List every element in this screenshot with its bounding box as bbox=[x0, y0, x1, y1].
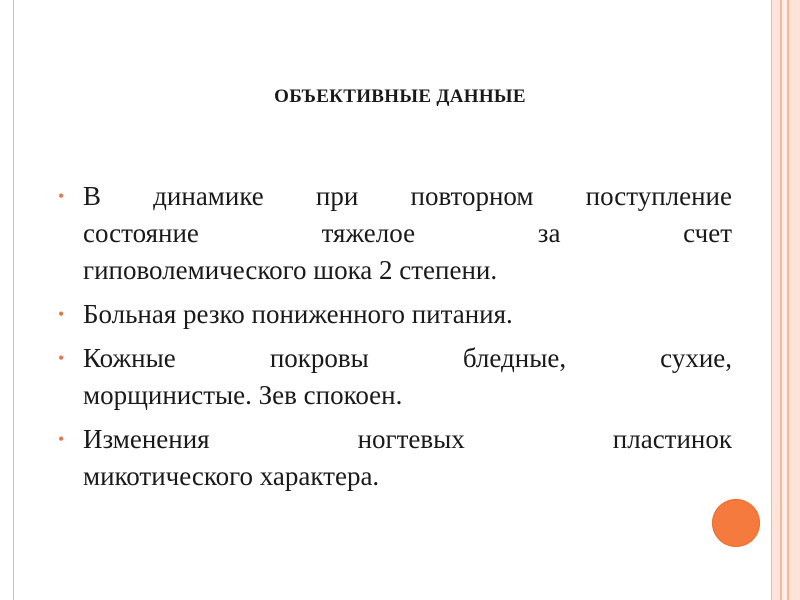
bullet-line: гиповолемического шока 2 степени. bbox=[83, 255, 498, 285]
slide-title: ОБЪЕКТИВНЫЕ ДАННЫЕ bbox=[274, 86, 526, 107]
bullet-text bbox=[83, 178, 732, 289]
bullet-line: Кожные покровы бледные, сухие, bbox=[83, 343, 732, 373]
bullet-marker-icon: • bbox=[58, 429, 65, 449]
bullet-list bbox=[58, 178, 732, 502]
bullet-line: Изменения ногтевых пластинок bbox=[83, 424, 732, 454]
bullet-item bbox=[58, 340, 732, 414]
bullet-line: В динамике при повторном поступление bbox=[83, 181, 732, 211]
bullet-line: морщинистые. Зев спокоен. bbox=[83, 380, 403, 410]
bullet-line: микотического характера. bbox=[83, 461, 380, 491]
bullet-marker-icon: • bbox=[58, 186, 65, 206]
bullet-marker-icon: • bbox=[58, 304, 65, 324]
bullet-marker-icon: • bbox=[58, 348, 65, 368]
bullet-line: Больная резко пониженного питания. bbox=[83, 299, 513, 329]
accent-circle-decoration bbox=[712, 499, 760, 547]
bullet-item bbox=[58, 178, 732, 289]
bullet-text bbox=[83, 296, 732, 333]
bullet-line: состояние тяжелое за счет bbox=[83, 218, 732, 248]
bullet-item bbox=[58, 421, 732, 495]
bullet-text bbox=[83, 340, 732, 414]
bullet-text bbox=[83, 421, 732, 495]
bullet-item bbox=[58, 296, 732, 333]
